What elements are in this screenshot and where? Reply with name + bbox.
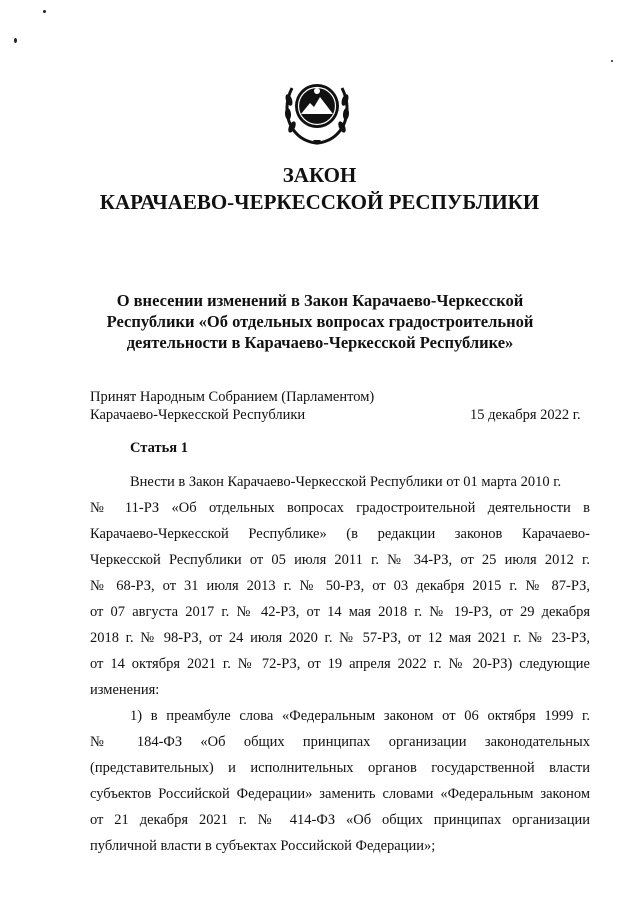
article-line: № 11-РЗ «Об отдельных вопросах градостроительной деятельности в xyxy=(90,500,590,516)
article-line: 2018 г. № 98-РЗ, от 24 июля 2020 г. № 57-РЗ, от 12 мая 2021 г. № 23-РЗ, xyxy=(90,630,590,646)
article-line: от 14 октября 2021 г. № 72-РЗ, от 19 апреля 2022 г. № 20-РЗ) следующие xyxy=(90,656,590,672)
scan-speck xyxy=(611,60,613,62)
article-line: от 21 декабря 2021 г. № 414-ФЗ «Об общих принципах организации xyxy=(90,812,590,828)
subject-line: деятельности в Карачаево-Черкесской Республике» xyxy=(126,333,514,352)
article-line: Карачаево-Черкесской Республике» (в редакции законов Карачаево- xyxy=(90,526,590,542)
article-heading: Статья 1 xyxy=(130,440,188,456)
coat-of-arms-emblem xyxy=(283,70,351,146)
article-line: 1) в преамбуле слова «Федеральным законом от 06 октября 1999 г. xyxy=(130,708,590,724)
subject-line: Республики «Об отдельных вопросах градостроительной xyxy=(106,312,534,331)
law-subject xyxy=(100,290,540,353)
republic-title: КАРАЧАЕВО-ЧЕРКЕССКОЙ РЕСПУБЛИКИ xyxy=(99,190,540,214)
subject-line: О внесении изменений в Закон Карачаево-Черкесской xyxy=(116,291,524,310)
article-line: публичной власти в субъектах Российской Федерации»; xyxy=(90,838,436,854)
adoption-body-name: Карачаево-Черкесской Республики xyxy=(90,407,306,423)
article-line: № 184-ФЗ «Об общих принципах организации законодательных xyxy=(90,734,590,750)
adoption-body: Принят Народным Собранием (Парламентом) xyxy=(90,389,375,405)
scan-speck xyxy=(14,38,17,43)
article-line: субъектов Российской Федерации» заменить словами «Федеральным законом xyxy=(90,786,590,802)
article-line: Черкесской Республики от 05 июля 2011 г. № 34-РЗ, от 25 июля 2012 г. xyxy=(90,552,590,568)
article-line: от 07 августа 2017 г. № 42-РЗ, от 14 мая 2018 г. № 19-РЗ, от 29 декабря xyxy=(90,604,590,620)
article-line: изменения: xyxy=(90,682,160,698)
article-line: № 68-РЗ, от 31 июля 2013 г. № 50-РЗ, от 03 декабря 2015 г. № 87-РЗ, xyxy=(90,578,590,594)
law-title: ЗАКОН xyxy=(282,163,357,187)
article-line: (представительных) и исполнительных органов государственной власти xyxy=(90,760,590,776)
article-line: Внести в Закон Карачаево-Черкесской Республики от 01 марта 2010 г. xyxy=(130,474,562,490)
adoption-date: 15 декабря 2022 г. xyxy=(470,407,581,423)
scan-speck xyxy=(43,10,46,13)
